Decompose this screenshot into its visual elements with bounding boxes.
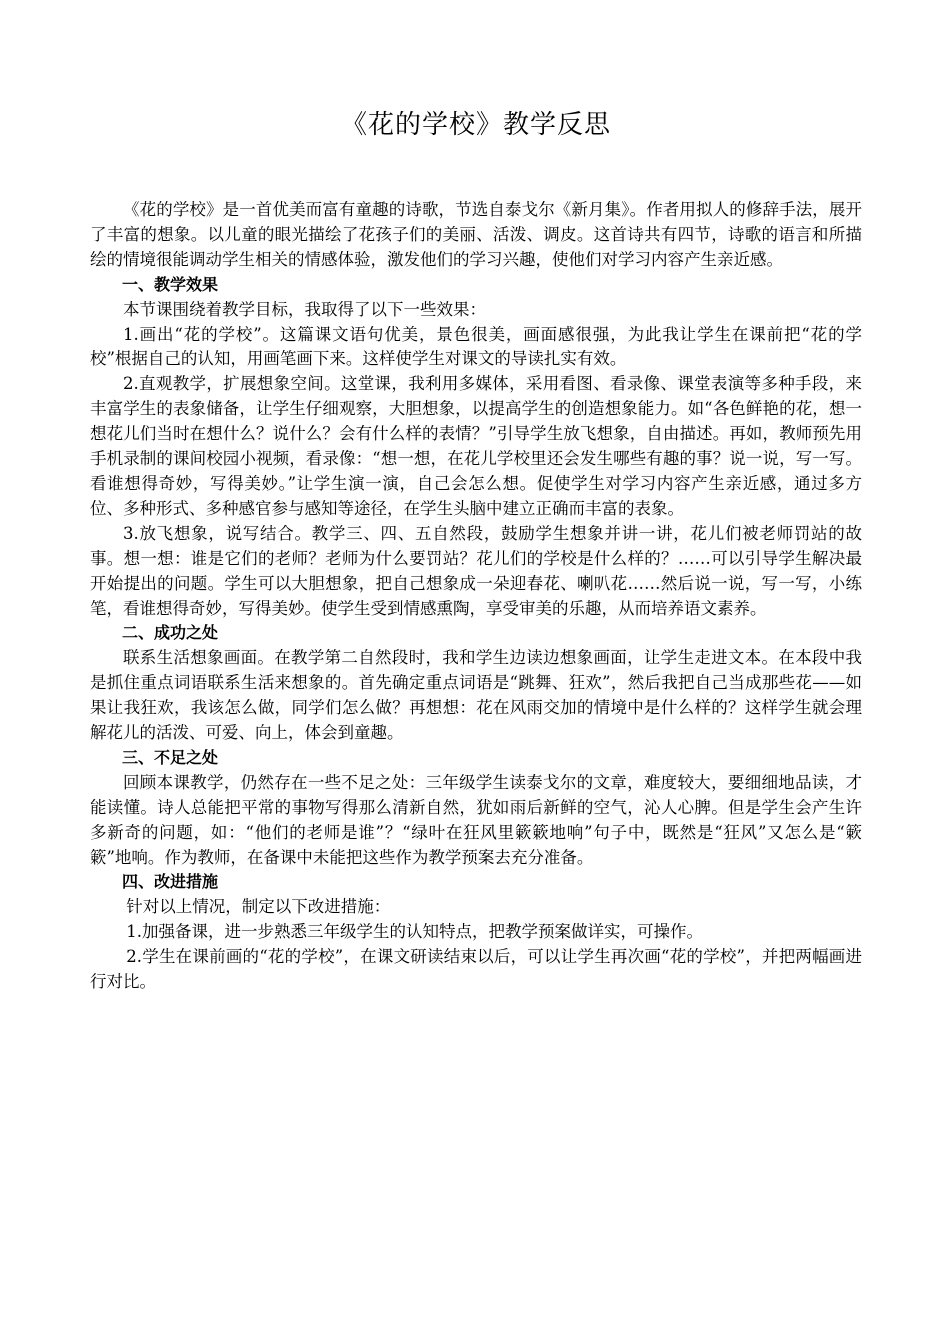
section-heading-improvements: 四、改进措施 bbox=[122, 872, 219, 892]
document-page bbox=[90, 100, 862, 995]
paragraph: 1.加强备课，进一步熟悉三年级学生的认知特点，把教学预案做详实，可操作。 bbox=[126, 922, 704, 942]
section-heading-effects: 一、教学效果 bbox=[122, 274, 219, 294]
paragraph: 3.放飞想象，说写结合。教学三、四、五自然段，鼓励学生想象并讲一讲，花儿们被老师罚站的故事。想一想：谁是它们的老师？老师为什么要罚站？花儿们的学校是什么样的？……可以引导学生解决最开始提出的问题。学生可以大胆想象，把自己想象成一朵迎春花、喇叭花……然后说一说，写一写，小练笔，看谁想得奇妙，写得美妙。使学生受到情感熏陶，享受审美的乐趣，从而培养语文素养。 bbox=[90, 523, 862, 618]
intro-paragraph: 《花的学校》是一首优美而富有童趣的诗歌，节选自泰戈尔《新月集》。作者用拟人的修辞手法，展开了丰富的想象。以儿童的眼光描绘了花孩子们的美丽、活泼、调皮。这首诗共有四节，诗歌的语言和所描绘的情境很能调动学生相关的情感体验，激发他们的学习兴趣，使他们对学习内容产生亲近感。 bbox=[90, 200, 862, 269]
paragraph: 1.画出“花的学校”。这篇课文语句优美，景色很美，画面感很强，为此我让学生在课前把“花的学校”根据自己的认知，用画笔画下来。这样使学生对课文的导读扎实有效。 bbox=[90, 324, 862, 369]
paragraph: 针对以上情况，制定以下改进措施： bbox=[126, 897, 391, 917]
paragraph: 联系生活想象画面。在教学第二自然段时，我和学生边读边想象画面，让学生走进文本。在本段中我是抓住重点词语联系生活来想象的。首先确定重点词语是“跳舞、狂欢”，然后我把自己当成那些花——如果让我狂欢，我该怎么做，同学们怎么做？再想想：花在风雨交加的情境中是什么样的？这样学生就会理解花儿的活泼、可爱、向上，体会到童趣。 bbox=[90, 648, 862, 743]
document-body bbox=[90, 198, 862, 995]
paragraph: 2.直观教学，扩展想象空间。这堂课，我利用多媒体，采用看图、看录像、课堂表演等多种手段，来丰富学生的表象储备，让学生仔细观察，大胆想象，以提高学生的创造想象能力。如“各色鲜艳的花，想一想花儿们当时在想什么？说什么？会有什么样的表情？”引导学生放飞想象，自由描述。再如，教师预先用手机录制的课间校园小视频，看录像：“想一想，在花儿学校里还会发生哪些有趣的事？说一说，写一写。看谁想得奇妙，写得美妙。”让学生演一演，自己会怎么想。促使学生对学习内容产生亲近感，通过多方位、多种形式、多种感官参与感知等途径，在学生头脑中建立正确而丰富的表象。 bbox=[90, 374, 862, 518]
paragraph: 2.学生在课前画的“花的学校”，在课文研读结束以后，可以让学生再次画“花的学校”，并把两幅画进行对比。 bbox=[90, 947, 862, 992]
paragraph: 本节课围绕着教学目标，我取得了以下一些效果： bbox=[123, 299, 486, 319]
document-title: 《花的学校》教学反思 bbox=[340, 110, 611, 140]
section-heading-successes: 二、成功之处 bbox=[122, 623, 219, 643]
section-heading-shortcomings: 三、不足之处 bbox=[122, 747, 219, 767]
paragraph: 回顾本课教学，仍然存在一些不足之处：三年级学生读泰戈尔的文章，难度较大，要细细地品读，才能读懂。诗人总能把平常的事物写得那么清新自然，犹如雨后新鲜的空气，沁人心脾。但是学生会产生许多新奇的问题，如：“他们的老师是谁”？“绿叶在狂风里簌簌地响”句子中，既然是“狂风”又怎么是“簌簌”地响。作为教师，在备课中未能把这些作为教学预案去充分准备。 bbox=[90, 772, 862, 867]
